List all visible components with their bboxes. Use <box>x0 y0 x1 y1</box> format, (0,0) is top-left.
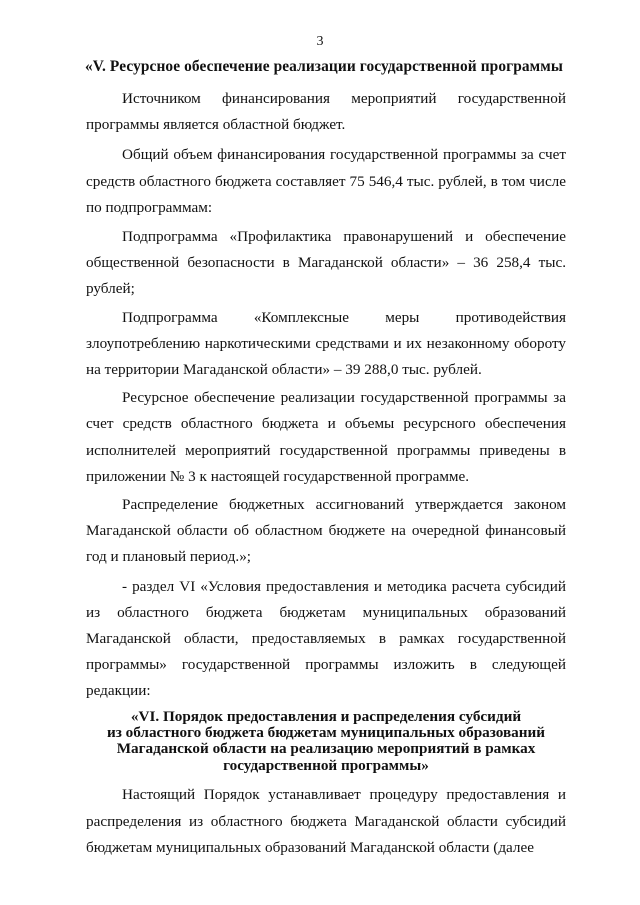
paragraph-budget-allocation: Распределение бюджетных ассигнований утверждается законом Магаданской области об областном бюджете на очередной финансовый год и плановый период.»; <box>86 496 566 566</box>
subsection-heading-line: «VI. Порядок предоставления и распределения субсидий <box>130 707 522 725</box>
paragraph-subprogram-crime-prevention: Подпрограмма «Профилактика правонарушений и обеспечение общественной безопасности в Магаданской области» – 36 258,4 тыс. рублей; <box>86 228 566 298</box>
paragraph-procedure-scope: Настоящий Порядок устанавливает процедуру предоставления и распределения из областного бюджета Магаданской области субсидий бюджетам муниципальных образований Магаданской области (далее <box>86 786 566 856</box>
page-number: 3 <box>316 34 324 49</box>
paragraph-section-vi-amendment: - раздел VI «Условия предоставления и методика расчета субсидий из областного бюджета бюджетам муниципальных образований Магаданской области, предоставляемых в рамках государственной программы» государственной программы изложить в следующей редакции: <box>86 577 566 700</box>
subsection-heading-line: государственной программы» <box>223 756 429 774</box>
subsection-heading <box>86 709 566 775</box>
paragraph-total-funding: Общий объем финансирования государственной программы за счет средств областного бюджета составляет 75 546,4 тыс. рублей, в том числе по подпрограммам: <box>86 146 566 216</box>
paragraph-resource-provision: Ресурсное обеспечение реализации государственной программы за счет средств областного бюджета и объемы ресурсного обеспечения исполнителей мероприятий государственной программы приведены в приложении № 3 к настоящей государственной программе. <box>86 389 566 485</box>
subsection-heading-line: из областного бюджета бюджетам муниципальных образований <box>106 724 546 742</box>
subsection-heading-line: Магаданской области на реализацию мероприятий в рамках <box>116 740 536 758</box>
section-heading: «V. Ресурсное обеспечение реализации государственной программы <box>85 58 563 75</box>
document-body <box>86 86 566 861</box>
paragraph-subprogram-drug-abuse: Подпрограмма «Комплексные меры противодействия злоупотреблению наркотическими средствами и их незаконному обороту на территории Магаданской области» – 39 288,0 тыс. рублей. <box>86 308 566 379</box>
paragraph-funding-source: Источником финансирования мероприятий государственной программы является областной бюджет. <box>86 90 566 134</box>
